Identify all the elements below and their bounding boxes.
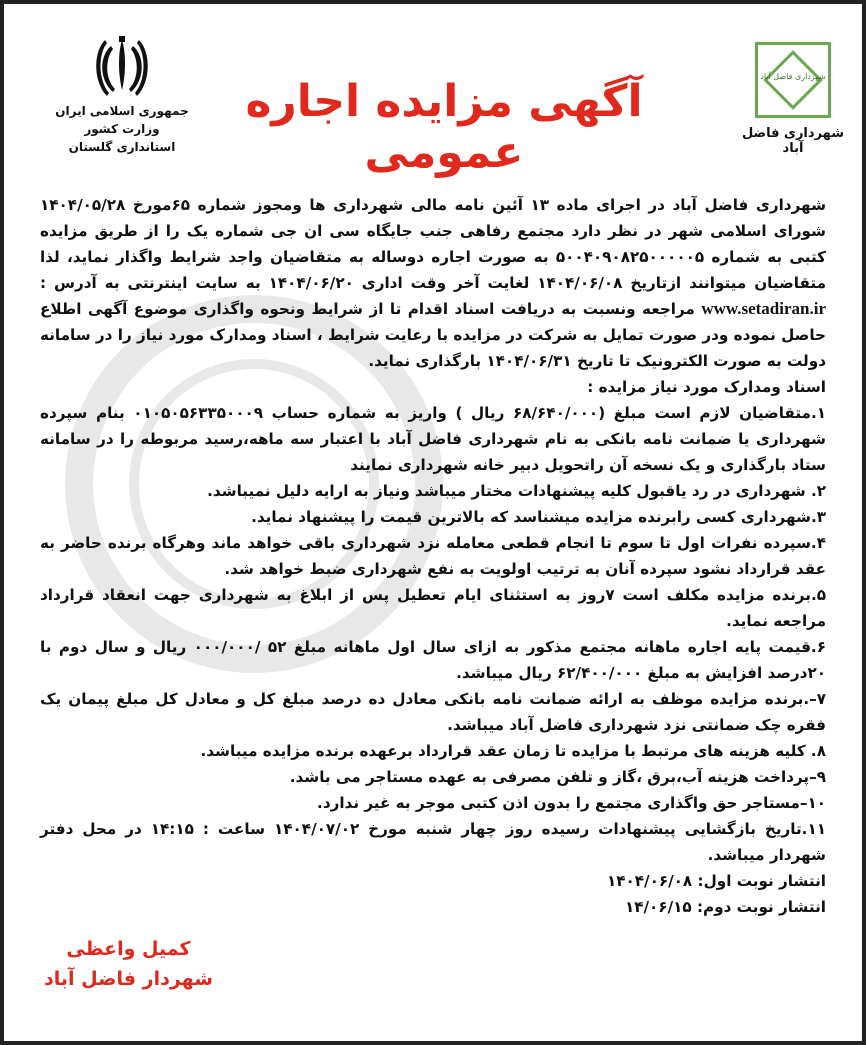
condition-item-7: ۷–.برنده مزایده موظف به ارائه ضمانت نامه بانکی معادل ده درصد مبلغ کل و معادل کل مبلغ پیمان یک فقره چک ضمانتی نزد شهرداری فاضل آباد میباشد.: [40, 690, 826, 734]
condition-item-3: ۳.شهرداری کسی رابرنده مزایده میشناسد که بالاترین قیمت را پیشنهاد نماید.: [251, 508, 826, 526]
publication-second: انتشار نوبت دوم: ۱۴/۰۶/۱۵: [624, 898, 826, 916]
condition-item-10: ۱۰–مستاجر حق واگذاری مجتمع را بدون اذن کتبی موجر به غیر ندارد.: [317, 794, 826, 812]
page-title: آگهی مزایده اجاره عمومی: [245, 76, 643, 178]
condition-item-2: ۲. شهرداری در رد یاقبول کلیه پیشنهادات مختار میباشد ونیاز به ارایه دلیل نمیباشد.: [207, 482, 826, 500]
intro-text-1: شهرداری فاضل آباد در اجرای ماده ۱۳ آئین نامه مالی شهرداری ها ومجوز شماره ۶۵مورخ ۱۴۰۴/۰۵/۲۸ شورای اسلامی شهر در نظر دارد مجتمع رفاهی جنب جایگاه سی ان جی شماره یک را از طریق مزایده کتبی به شماره ۵۰۰۴۰۹۰۸۲۵۰۰۰۰۰۵ به صورت اجاره دوساله به متقاضیان واجد شرایط واگذار نماید، لذا متقاضیان میتوانند ازتاریخ ۱۴۰۴/۰۶/۰۸ لغایت آخر وقت اداری ۱۴۰۴/۰۶/۲۰ به سایت اینترنتی به آدرس :: [40, 196, 827, 292]
condition-item-9: ۹–پرداخت هزینه آب،برق ،گاز و تلفن مصرفی به عهده مستاجر می باشد.: [289, 768, 826, 786]
signature-block: [44, 934, 213, 994]
mayor-name: کمیل واعظی: [66, 938, 191, 960]
condition-item-6: ۶.قیمت پایه اجاره ماهانه مجتمع مذکور به ازای سال اول ماهانه مبلغ ۵۲ /۰۰۰/۰۰۰ ریال و سال دوم با ۲۰درصد افزایش به مبلغ ۶۲/۴۰۰/۰۰۰ ریال میباشد.: [40, 638, 826, 682]
gov-line-province: استانداری گلستان: [68, 140, 176, 154]
condition-item-8: ۸. کلیه هزینه های مرتبط با مزایده تا زمان عقد قرارداد برعهده برنده مزایده میباشد.: [200, 742, 826, 760]
intro-paragraph: [40, 192, 826, 374]
condition-item-5: ۵.برنده مزایده مکلف است ۷روز به استثنای ایام تعطیل پس از ابلاغ به شهرداری جهت انعقاد قرارداد مراجعه نماید.: [40, 586, 827, 630]
gov-line-ministry: وزارت کشور: [84, 122, 160, 136]
municipality-name: شهرداری فاضل آباد: [741, 126, 845, 156]
logo-text: شهرداری فاضل آباد: [760, 72, 826, 81]
publication-first: انتشار نوبت اول: ۱۴۰۴/۰۶/۰۸: [606, 872, 826, 890]
municipality-logo: [738, 42, 848, 156]
gov-line-country: جمهوری اسلامی ایران: [55, 104, 189, 118]
notice-body: [40, 192, 826, 920]
mayor-role: شهردار فاضل آباد: [44, 968, 213, 990]
municipality-logo-icon: [755, 42, 831, 118]
condition-item-1: ۱.متقاضیان لازم است مبلغ (۶۸/۶۴۰/۰۰۰ ریال ) واریز به شماره حساب ۰۱۰۵۰۵۶۳۳۵۰۰۰۹ بنام سپرده شهرداری یا ضمانت نامه بانکی به نام شهرداری فاضل آباد با اعتبار سه ماهه،رسید مربوطه را در سامانه ستاد بارگذاری و یک نسخه آن راتحویل دبیر خانه شهرداری نمایند: [40, 404, 826, 474]
condition-item-11: ۱۱.تاریخ بازگشایی پیشنهادات رسیده روز چهار شنبه مورخ ۱۴۰۴/۰۷/۰۲ ساعت : ۱۴:۱۵ در محل دفتر شهردار میباشد.: [40, 820, 826, 864]
intro-text-2: مراجعه ونسبت به دریافت اسناد اقدام تا از شرایط ونحوه واگذاری موضوع آگهی اطلاع حاصل نموده ودر صورت تمایل به شرکت در مزایده با رعایت شرایط ، اسناد ومدارک مورد نیاز را در سامانه دولت به صورت الکترونیک تا تاریخ ۱۴۰۴/۰۶/۳۱ بارگذاری نماید.: [39, 300, 826, 370]
government-emblem: [22, 34, 222, 156]
iran-emblem-icon: [91, 34, 153, 100]
condition-item-4: ۴.سپرده نفرات اول تا سوم تا انجام قطعی معامله نزد شهرداری باقی خواهد ماند وهرگاه برنده حاضر به عقد قرارداد نشود سپرده آنان به ترتیب اولویت به نفع شهرداری ضبط خواهد شد.: [40, 534, 826, 578]
docs-heading: اسناد ومدارک مورد نیاز مزایده :: [587, 378, 826, 396]
header: [4, 4, 866, 179]
website-link[interactable]: www.setadiran.ir: [701, 299, 826, 318]
